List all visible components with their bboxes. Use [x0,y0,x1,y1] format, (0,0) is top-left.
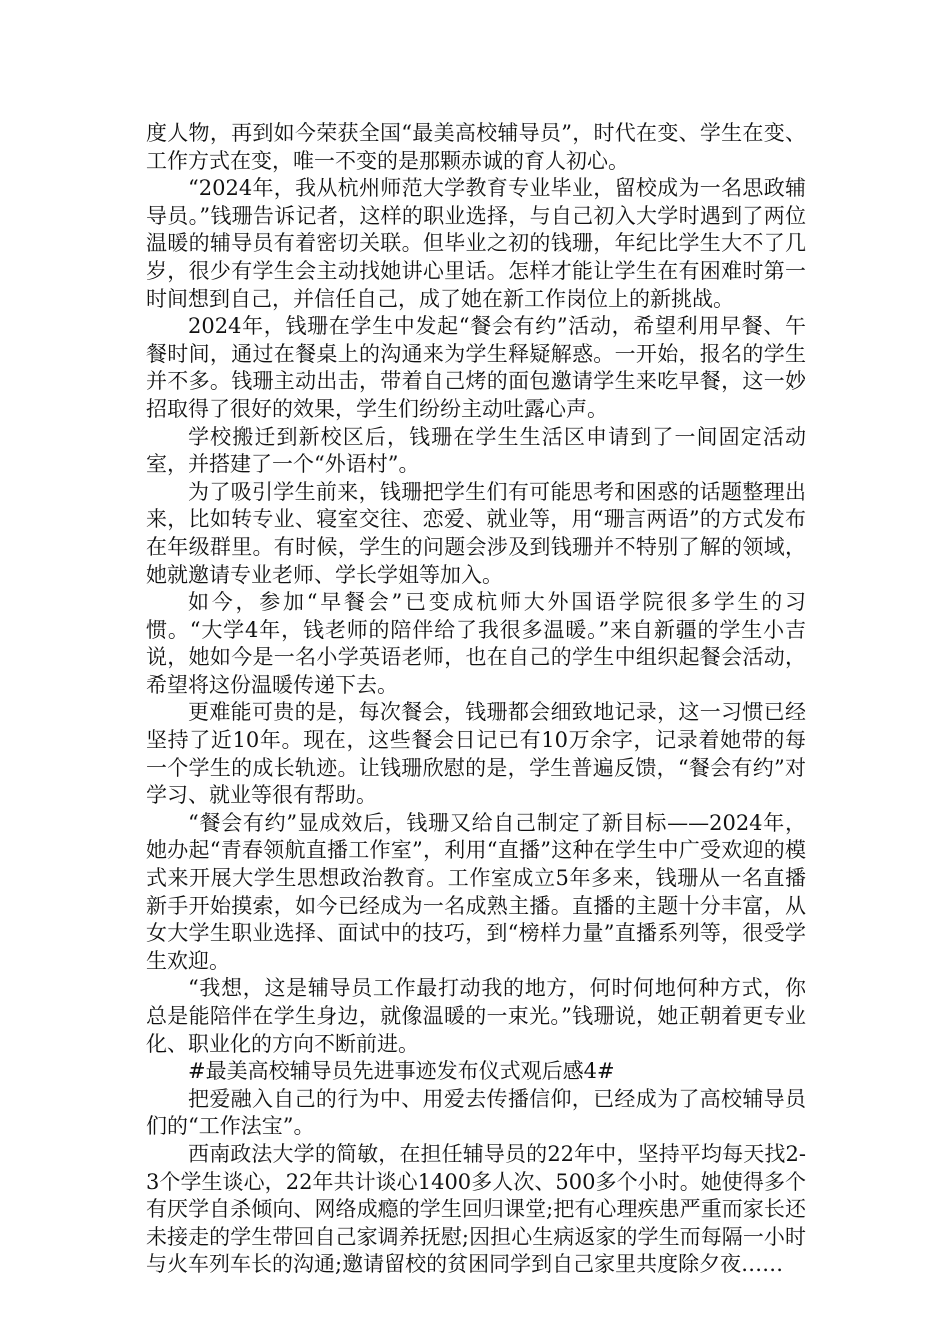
document-page [146,120,806,1279]
paragraph: 更难能可贵的是，每次餐会，钱珊都会细致地记录，这一习惯已经坚持了近10年。现在，这些餐会日记已有10万余字，记录着她带的每一个学生的成长轨迹。让钱珊欣慰的是，学生普遍反馈，“餐会有约”对学习、就业等很有帮助。 [146,700,806,808]
section-heading: #最美高校辅导员先进事迹发布仪式观后感4# [188,1059,615,1084]
paragraph: “我想，这是辅导员工作最打动我的地方，何时何地何种方式，你总是能陪伴在学生身边，就像温暖的一束光。”钱珊说，她正朝着更专业化、职业化的方向不断前进。 [146,976,806,1056]
paragraph: 如今，参加“早餐会”已变成杭师大外国语学院很多学生的习惯。“大学4年，钱老师的陪伴给了我很多温暖。”来自新疆的学生小吉说，她如今是一名小学英语老师，也在自己的学生中组织起餐会活动，希望将这份温暖传递下去。 [146,590,806,697]
paragraph: “2024年，我从杭州师范大学教育专业毕业，留校成为一名思政辅导员。”钱珊告诉记者，这样的职业选择，与自己初入大学时遇到了两位温暖的辅导员有着密切关联。但毕业之初的钱珊，年纪比学生大不了几岁，很少有学生会主动找她讲心里话。怎样才能让学生在有困难时第一时间想到自己，并信任自己，成了她在新工作岗位上的新挑战。 [146,176,806,311]
paragraph: 2024年，钱珊在学生中发起“餐会有约”活动，希望利用早餐、午餐时间，通过在餐桌上的沟通来为学生释疑解惑。一开始，报名的学生并不多。钱珊主动出击，带着自己烤的面包邀请学生来吃早餐，这一妙招取得了很好的效果，学生们纷纷主动吐露心声。 [146,314,806,421]
paragraph: 西南政法大学的简敏，在担任辅导员的22年中，坚持平均每天找2-3个学生谈心，22年共计谈心1400多人次、500多个小时。她使得多个有厌学自杀倾向、网络成瘾的学生回归课堂;把有心理疾患严重而家长还未接走的学生带回自己家调养抚慰;因担心生病返家的学生而每隔一小时与火车列车长的沟通;邀请留校的贫困同学到自己家里共度除夕夜…… [146,1141,806,1277]
paragraph: “餐会有约”显成效后，钱珊又给自己制定了新目标——2024年，她办起“青春领航直播工作室”，利用“直播”这种在学生中广受欢迎的模式来开展大学生思想政治教育。工作室成立5年多来，钱珊从一名直播新手开始摸索，如今已经成为一名成熟主播。直播的主题十分丰富，从女大学生职业选择、面试中的技巧，到“榜样力量”直播系列等，很受学生欢迎。 [146,810,806,973]
paragraph: 为了吸引学生前来，钱珊把学生们有可能思考和困惑的话题整理出来，比如转专业、寝室交往、恋爱、就业等，用“珊言两语”的方式发布在年级群里。有时候，学生的问题会涉及到钱珊并不特别了解的领域，她就邀请专业老师、学长学姐等加入。 [146,479,806,587]
paragraph: 把爱融入自己的行为中、用爱去传播信仰，已经成为了高校辅导员们的“工作法宝”。 [146,1086,806,1139]
paragraph: 学校搬迁到新校区后，钱珊在学生生活区申请到了一间固定活动室，并搭建了一个“外语村”。 [146,424,806,477]
paragraph-continued: 度人物，再到如今荣获全国“最美高校辅导员”，时代在变、学生在变、工作方式在变，唯一不变的是那颗赤诚的育人初心。 [146,121,806,173]
